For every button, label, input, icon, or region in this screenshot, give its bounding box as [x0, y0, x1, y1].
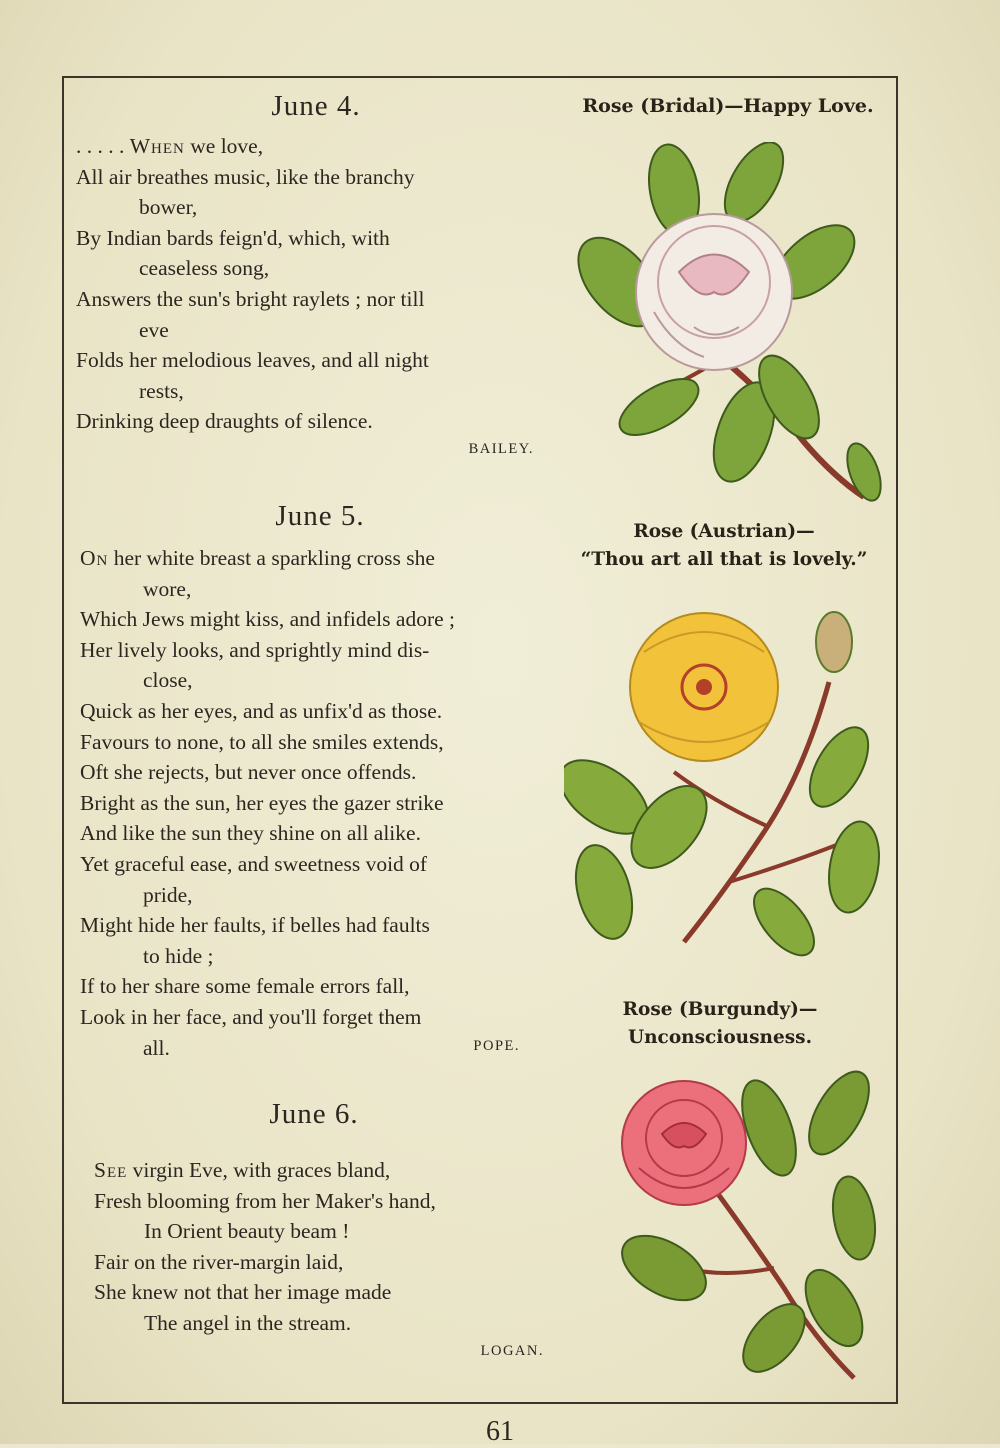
caption-line: Rose (Austrian)—: [633, 521, 815, 542]
rose-bloom: [630, 613, 778, 761]
ellipsis-lead: . . . . .: [76, 134, 130, 158]
poem-line: close,: [143, 668, 193, 693]
rose-bloom: [622, 1081, 746, 1205]
leaf: [611, 1222, 717, 1313]
poem-line: Folds her melodious leaves, and all night: [76, 348, 429, 373]
first-line-rest: virgin Eve, with graces bland,: [127, 1158, 391, 1182]
entry-date: June 4.: [271, 90, 361, 122]
poem-line: to hide ;: [143, 943, 214, 968]
entry-date: June 5.: [275, 500, 365, 532]
poem-line: Quick as her eyes, and as unfix'd as those.: [80, 698, 443, 723]
poem-line: Her lively looks, and sprightly mind dis-: [80, 637, 430, 662]
first-line-rest: her white breast a sparkling cross she: [108, 546, 435, 570]
poem-line: Bright as the sun, her eyes the gazer strike: [80, 790, 444, 815]
poem-line: Fair on the river-margin laid,: [94, 1249, 344, 1274]
leaf: [841, 439, 884, 505]
poem-text: [94, 1155, 574, 1339]
poem-line: The angel in the stream.: [144, 1310, 352, 1335]
poem-text: [76, 131, 556, 437]
white-rose-illustration: [564, 142, 884, 512]
leaf: [731, 1293, 816, 1383]
first-line-rest: we love,: [184, 134, 264, 158]
poem-author: LOGAN.: [480, 1342, 544, 1359]
initial-word: On: [80, 546, 109, 570]
poem-line: All air breathes music, like the branchy: [76, 164, 415, 189]
page-border: [62, 76, 898, 1404]
poem-line: Answers the sun's bright raylets ; nor till: [76, 286, 425, 311]
entry-june-5: [80, 500, 560, 1063]
caption-line: Unconsciousness.: [627, 1027, 813, 1048]
poem-line: bower,: [139, 195, 198, 220]
leaf: [743, 879, 825, 962]
poem-author: BAILEY.: [468, 440, 534, 457]
page-number: 61: [486, 1416, 514, 1447]
leaf: [566, 839, 641, 945]
leaf: [797, 1068, 881, 1164]
leaf: [822, 818, 885, 917]
poem-line: By Indian bards feign'd, which, with: [76, 225, 390, 250]
caption-bridal-rose: [560, 92, 896, 120]
entry-date: June 6.: [269, 1098, 359, 1130]
leaf: [794, 1261, 874, 1356]
poem-line: ceaseless song,: [139, 256, 270, 281]
poem-line: eve: [139, 317, 169, 342]
caption-line: “Thou art all that is lovely.”: [580, 549, 868, 570]
poem-line: And like the sun they shine on all alike.: [80, 821, 421, 846]
caption-austrian-rose: [554, 518, 894, 574]
poem-line: Might hide her faults, if belles had faults: [80, 913, 430, 938]
poem-line: Drinking deep draughts of silence.: [76, 409, 373, 434]
poem-line: [76, 131, 556, 162]
caption-line: Rose (Bridal)—Happy Love.: [582, 95, 874, 117]
poem-line: Favours to none, to all she smiles extends,: [80, 729, 444, 754]
poem-line: Yet graceful ease, and sweetness void of: [80, 851, 428, 876]
poem-line: Which Jews might kiss, and infidels adore ;: [80, 607, 455, 632]
yellow-rose-illustration: [564, 592, 894, 962]
poem-author: POPE.: [473, 1037, 520, 1054]
pink-rose-illustration: [584, 1068, 914, 1398]
entry-june-4: [76, 90, 556, 458]
leaf: [827, 1173, 881, 1263]
poem-text: [80, 543, 560, 1063]
poem-line: Fresh blooming from her Maker's hand,: [94, 1188, 436, 1213]
poem-line: pride,: [143, 882, 193, 907]
rose-bud: [816, 612, 852, 672]
poem-line: She knew not that her image made: [94, 1280, 392, 1305]
poem-line: Oft she rejects, but never once offends.: [80, 760, 417, 785]
poem-line: [80, 1033, 560, 1064]
poem-line: wore,: [143, 576, 192, 601]
initial-word: When: [129, 134, 185, 158]
entry-june-6: [94, 1098, 574, 1360]
caption-line: Rose (Burgundy)—: [622, 999, 818, 1020]
poem-line: rests,: [139, 378, 184, 403]
poem-line: In Orient beauty beam !: [144, 1219, 350, 1244]
poem-line: If to her share some female errors fall,: [80, 974, 410, 999]
poem-line: [80, 543, 560, 574]
caption-burgundy-rose: [570, 996, 870, 1052]
poem-last-word: all.: [143, 1035, 170, 1060]
poem-line: Look in her face, and you'll forget them: [80, 1004, 422, 1029]
leaf: [611, 368, 707, 447]
initial-word: See: [94, 1158, 128, 1182]
poem-line: [94, 1155, 574, 1186]
rose-bloom: [636, 214, 792, 370]
